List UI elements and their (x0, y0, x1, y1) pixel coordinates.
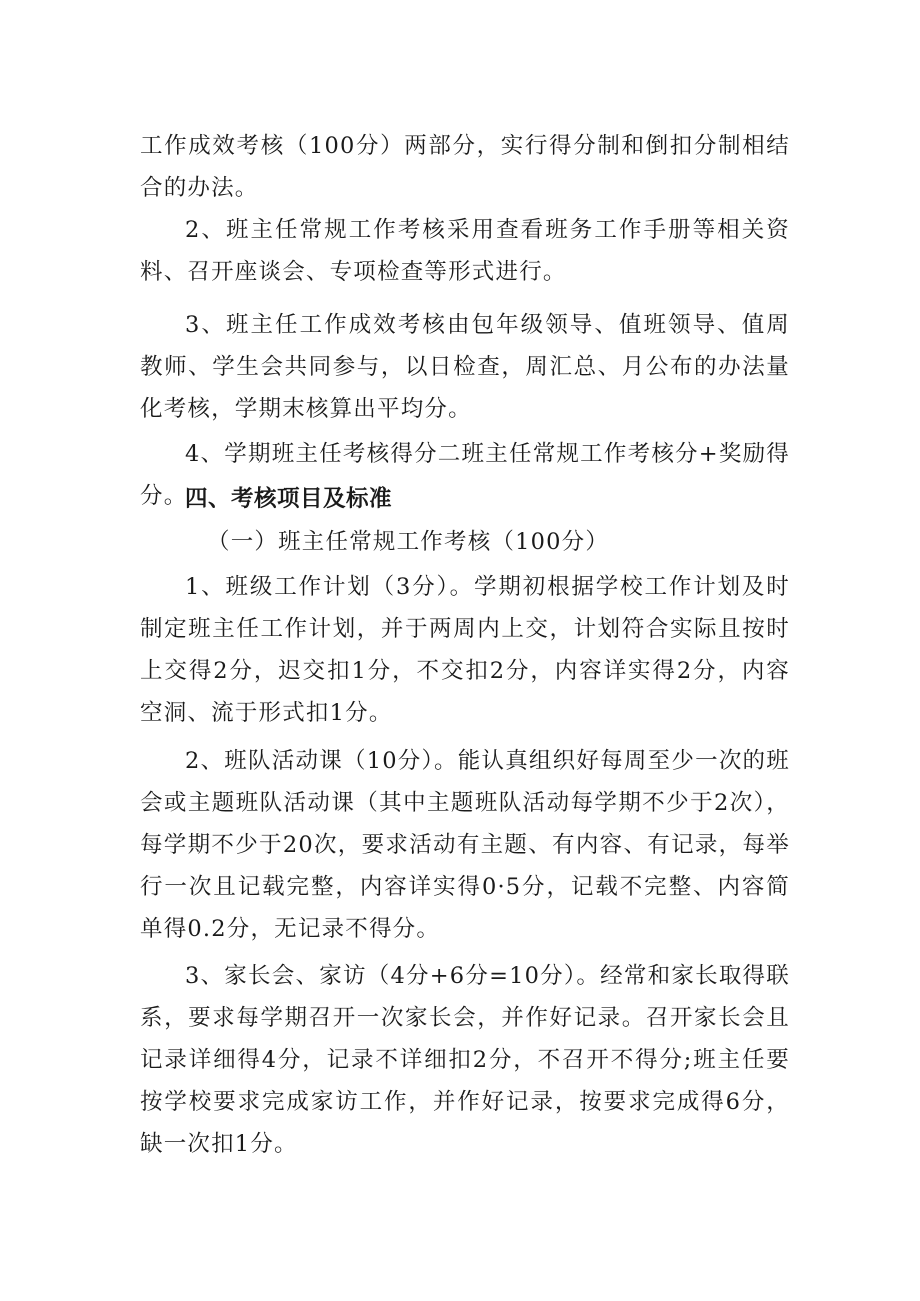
subsection-heading: （一）班主任常规工作考核（100分） (207, 529, 610, 555)
paragraph-continuation: 工作成效考核（100分）两部分，实行得分制和倒扣分制相结合的办法。 (140, 133, 790, 201)
paragraph-score-formula: 4、学期班主任考核得分二班主任常规工作考核分+奖励得分。 (140, 441, 790, 509)
item-class-work-plan: 1、班级工作计划（3分）。学期初根据学校工作计划及时制定班主任工作计划，并于两周内上交，计划符合实际且按时上交得2分，迟交扣1分，不交扣2分，内容详实得2分，内容空洞、流于形式扣1分。 (140, 574, 790, 726)
section-heading: 四、考核项目及标准 (185, 486, 393, 512)
item-parent-meeting-home-visit: 3、家长会、家访（4分+6分=10分）。经常和家长取得联系，要求每学期召开一次家长会，并作好记录。召开家长会且记录详细得4分，记录不详细扣2分，不召开不得分;班主任要按学校要求完成家访工作，并作好记录，按要求完成得6分，缺一次扣1分。 (140, 963, 790, 1157)
paragraph-regular-review-method: 2、班主任常规工作考核采用查看班务工作手册等相关资料、召开座谈会、专项检查等形式进行。 (140, 217, 790, 285)
paragraph-effectiveness-review: 3、班主任工作成效考核由包年级领导、值班领导、值周教师、学生会共同参与，以日检查，周汇总、月公布的办法量化考核，学期末核算出平均分。 (140, 312, 790, 422)
item-class-activity: 2、班队活动课（10分）。能认真组织好每周至少一次的班会或主题班队活动课（其中主题班队活动每学期不少于2次），每学期不少于20次，要求活动有主题、有内容、有记录，每举行一次且记载完整，内容详实得0·5分，记载不完整、内容简单得0.2分，无记录不得分。 (140, 748, 790, 942)
